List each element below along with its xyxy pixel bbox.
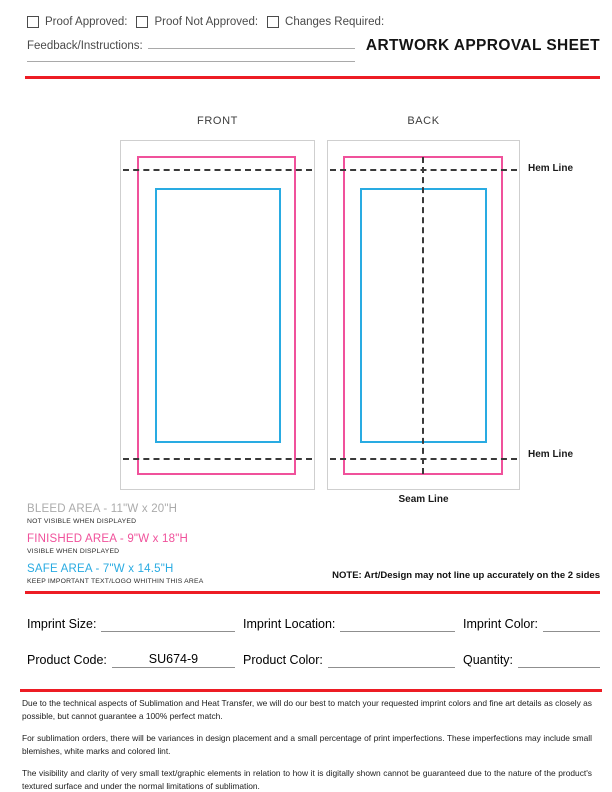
alignment-note: NOTE: Art/Design may not line up accurately on the 2 sides — [332, 570, 600, 581]
imprint-location-field — [243, 613, 455, 632]
legend-bleed-area — [27, 503, 203, 526]
quantity-input[interactable] — [518, 651, 600, 668]
top-red-divider — [25, 76, 600, 79]
imprint-location-input[interactable] — [340, 615, 455, 632]
front-hem-line-bottom — [123, 458, 312, 460]
product-color-input[interactable] — [328, 651, 455, 668]
bottom-red-divider — [20, 689, 602, 692]
product-code-label: Product Code: — [27, 653, 107, 667]
imprint-size-label: Imprint Size: — [27, 617, 97, 631]
legend-finished-area — [27, 533, 203, 556]
quantity-label: Quantity: — [463, 653, 514, 667]
imprint-size-input[interactable] — [101, 615, 235, 632]
form-row-1 — [27, 613, 600, 632]
proof-not-approved-checkbox[interactable] — [136, 16, 148, 28]
disclaimer-paragraph-2: For sublimation orders, there will be variances in design placement and a small percentage of print imperfections. These imperfections may include small blemishes, white marks and colored lint. — [22, 733, 592, 756]
safe-area-title: SAFE AREA - 7"W x 14.5"H — [27, 563, 174, 575]
proof-not-approved-option — [136, 16, 258, 28]
disclaimer-paragraph-1: Due to the technical aspects of Sublimation and Heat Transfer, we will do our best to match your requested imprint colors and fine art details as closely as possible, but cannot guarantee a 100% perfect match. — [22, 698, 592, 721]
imprint-color-label: Imprint Color: — [463, 617, 539, 631]
front-panel-label: FRONT — [197, 115, 238, 127]
changes-required-checkbox[interactable] — [267, 16, 279, 28]
product-code-field — [27, 649, 235, 668]
proof-approved-checkbox[interactable] — [27, 16, 39, 28]
proof-approved-option — [27, 16, 127, 28]
safe-area-subtitle: KEEP IMPORTANT TEXT/LOGO WHITHIN THIS AREA — [27, 578, 204, 585]
hem-line-label-bottom: Hem Line — [528, 449, 574, 460]
changes-required-label: Changes Required: — [285, 16, 385, 28]
product-code-value: SU674-9 — [148, 652, 199, 666]
imprint-location-label: Imprint Location: — [243, 617, 336, 631]
changes-required-option — [267, 16, 384, 28]
disclaimer-section — [22, 697, 592, 792]
area-legend — [27, 503, 203, 593]
feedback-input-line-1[interactable] — [148, 37, 355, 49]
form-row-2 — [27, 649, 600, 668]
bleed-area-subtitle: NOT VISIBLE WHEN DISPLAYED — [27, 518, 137, 525]
product-color-label: Product Color: — [243, 653, 323, 667]
front-safe-area-box — [155, 188, 281, 443]
bleed-area-title: BLEED AREA - 11"W x 20"H — [27, 503, 178, 515]
back-panel-label: BACK — [407, 115, 440, 127]
approval-options-row — [27, 16, 384, 28]
proof-not-approved-label: Proof Not Approved: — [154, 16, 259, 28]
page-title: ARTWORK APPROVAL SHEET — [365, 37, 600, 54]
imprint-color-input[interactable] — [543, 615, 600, 632]
back-seam-line — [422, 157, 424, 474]
imprint-color-field — [463, 613, 600, 632]
seam-line-label: Seam Line — [398, 494, 449, 505]
proof-approved-label: Proof Approved: — [45, 16, 128, 28]
finished-area-subtitle: VISIBLE WHEN DISPLAYED — [27, 548, 120, 555]
finished-area-title: FINISHED AREA - 9"W x 18"H — [27, 533, 188, 545]
imprint-size-field — [27, 613, 235, 632]
disclaimer-paragraph-3: The visibility and clarity of very small text/graphic elements in relation to how it is digitally shown cannot be guaranteed due to the nature of the product's textured surface and under the normal limitations of sublimation. — [22, 768, 592, 791]
product-color-field — [243, 649, 455, 668]
middle-red-divider — [25, 591, 600, 594]
legend-safe-area — [27, 563, 203, 586]
quantity-field — [463, 649, 600, 668]
hem-line-label-top: Hem Line — [528, 163, 574, 174]
feedback-label: Feedback/Instructions: — [27, 40, 143, 52]
product-code-input[interactable] — [112, 651, 235, 668]
feedback-input-line-2[interactable] — [27, 50, 355, 62]
front-hem-line-top — [123, 169, 312, 171]
